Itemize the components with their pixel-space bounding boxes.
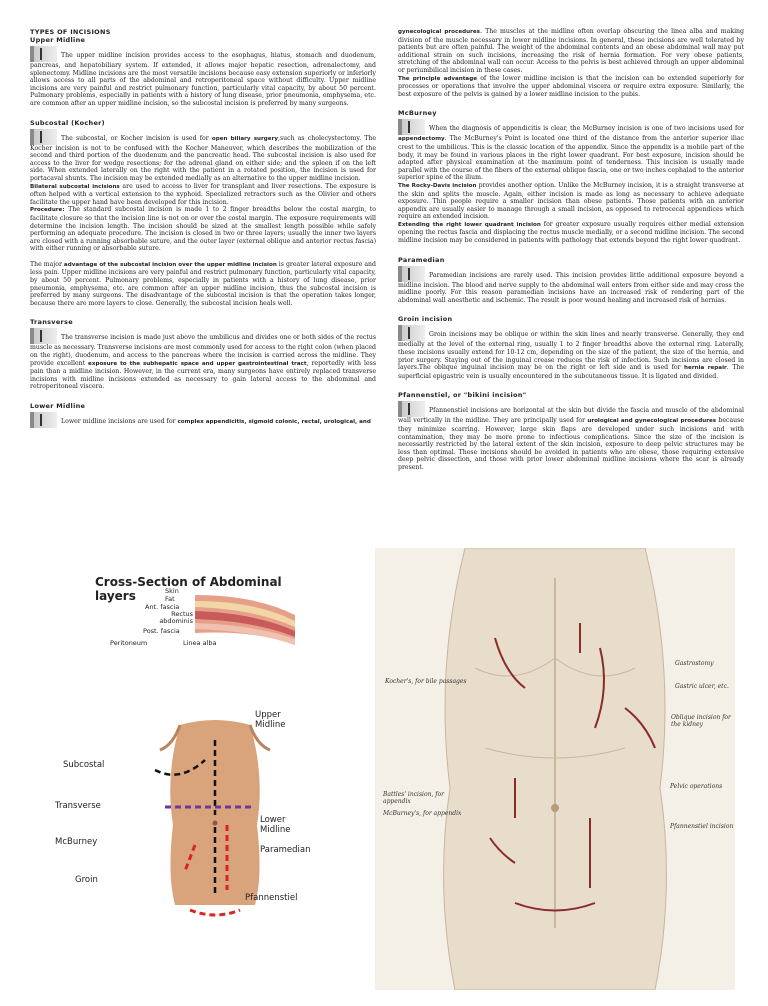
section-pfannenstiel: Pfannenstiel, or "bikini incision" Pfannenstiel incisions are horizontal at the skin but divide the fascia and muscle of the abdominal wall vertically in the midline. They are principally used for urological and gynecological procedures because they minimize scarring. However, large skin flaps are developed under such incisions and with contamination, they may be more prone to infectious complications. Since the size of the incision is necessarily restricted by the lateral extent of the skin incision, exposure to deep pelvic structures may be less than optimal. These incisions should be avoided in patients who are obese, those requiring extensive deep pelvic dissection, and those with prior lower abdominal midline incisions where the scar is already present. — [398, 391, 744, 471]
right-column — [398, 28, 744, 483]
layer-label: Rectus abdominis — [159, 610, 193, 625]
thumbnail-icon — [398, 401, 425, 417]
layer-label: Skin — [165, 587, 179, 595]
label-lower: Lower — [260, 815, 286, 825]
section-mcburney: McBurney When the diagnosis of appendicitis is clear, the McBurney incision is one of two incisions used for appendectomy. The McBurney's Point is located one third of the distance from the anterior superior iliac crest to the umbilicus. This is the classic location of the appendix. Since the appendix is a mobile part of the body, it may be found in various places in the right lower quadrant. For best exposure, incision should be adapted after physical examination at the maximum point of tenderness. This incision is usually made parallel with the course of the fibers of the external oblique fascia, one or two inches cephalad to the anterior superior spine of the ilium. The Rocky-Davis incision provides another option. Unlike the McBurney incision, it is a straight transverse at the skin and splits the muscle. Again, either incision is made as long as necessary to achieve adequate exposure. Thin people require a smaller incision than obese patients. Those patients with an anterior appendix are usually easier to manage through a small incision, as opposed to retrocecal appendices which require an extended incision. Extending the right lower quadrant incision for greater exposure usually requires either medial extension opening the rectus fascia and displacing the rectus muscle medially, or a second midline incision. The second midline incision may be considered in patients with pathology that extends beyond the right lower quadrant. — [398, 109, 744, 245]
torso-illustration — [375, 548, 735, 990]
label-battles: Battles' incision, for appendix — [383, 791, 444, 805]
cross-section-diagram — [55, 575, 320, 985]
section-heading: Groin incision — [398, 315, 453, 324]
left-column — [30, 28, 376, 439]
section-heading: Paramedian — [398, 255, 445, 264]
section-paramedian: Paramedian Paramedian incisions are rarely used. This incision provides little additional exposure beyond a midline incision. The blood and nerve supply to the abdominal wall enters from either side and may cross the midline poorly. For this reason paramedian incisions have an increased risk of rendering part of the abdominal wall anesthetic and ischemic. The result is poor wound healing and increased risk of hernias. — [398, 255, 744, 304]
label-oblique-kidney: Oblique incision for the kidney — [671, 714, 731, 728]
label-gastrostomy: Gastrostomy — [675, 660, 714, 667]
thumbnail-icon — [30, 328, 57, 344]
label-groin: Groin — [75, 875, 98, 885]
section-heading: Transverse — [30, 318, 73, 327]
layer-label: Ant. fascia — [145, 603, 180, 611]
section-heading: McBurney — [398, 109, 437, 118]
thumbnail-icon — [398, 119, 425, 135]
layer-label: Fat — [165, 595, 175, 603]
figure-anatomical-illustration — [375, 548, 735, 990]
label-pfannenstiel-incision: Pfannenstiel incision — [670, 823, 734, 830]
label-pfannenstiel: Pfannenstiel — [245, 893, 298, 903]
label-paramedian: Paramedian — [260, 845, 311, 855]
label-kochers: Kocher's, for bile passages — [385, 678, 467, 685]
figure-cross-section — [55, 575, 320, 985]
label-mcburney: McBurney — [55, 837, 98, 847]
section-lower-midline: Lower Midline Lower midline incisions are used for complex appendicitis, sigmoid colonic, rectal, urological, and — [30, 402, 376, 428]
figure-title: Cross-Section of Abdominal layers — [95, 575, 282, 603]
page-heading: TYPES OF INCISIONS — [30, 28, 111, 36]
thumbnail-icon — [398, 266, 425, 282]
label-midline: Midline — [255, 720, 286, 730]
layer-label: Peritoneum — [110, 639, 148, 647]
label-mcburneys: McBurney's, for appendix — [383, 810, 462, 817]
layer-label: Linea alba — [183, 639, 217, 647]
label-transverse: Transverse — [55, 801, 101, 811]
section-heading: Lower Midline — [30, 402, 86, 410]
section-upper-midline: TYPES OF INCISIONS Upper Midline The upper midline incision provides access to the esophagus, hiatus, stomach and duodenum, pancreas, and hepatobiliary system. If extended, it allows major hepatic resection, adrenalectomy, and splenectomy. Midline incisions are the most versatile incisions because easy extension superiorly or inferiorly allows access to all parts of the abdominal and retroperitoneal space without difficulty. Upper midline incisions are very painful and restrict pulmonary function, particularly vital capacity, by about 50 percent. Pulmonary problems, especially in patients with a history of lung disease, prior pneumonia, emphysema, etc. are common after an upper midline incision, so the subcostal incision is preferred by many surgeons. — [30, 28, 376, 107]
label-gastric-ulcer: Gastric ulcer, etc. — [675, 683, 729, 690]
thumbnail-icon — [30, 412, 57, 428]
layer-label: Post. fascia — [143, 627, 180, 635]
label-lower-midline: Midline — [260, 825, 291, 835]
label-upper: Upper — [255, 710, 281, 720]
label-pelvic: Pelvic operations — [670, 783, 723, 790]
section-heading: Upper Midline — [30, 36, 86, 44]
section-heading: Pfannenstiel, or "bikini incision" — [398, 391, 527, 400]
label-subcostal: Subcostal — [63, 760, 105, 770]
section-lower-midline-cont: gynecological procedures. The muscles at the midline often overlap obscuring the linea alba and making division of the muscle necessary in lower midline incisions. In general, these incisions are well tolerated by patients but are often painful. The weight of the abdominal contents and an obese abdominal wall may put additional strain on such incisions, increasing the risk of hernia formation. For very obese patients, stretching of the abdominal wall can occur. Access to the pelvis is best achieved through an upper abdominal or periumbilical incision in these cases. The principle advantage of the lower midline incision is that the incision can be extended superiorly for processes or operations that involve the upper abdominal viscera or require extra exposure. Similarly, the best exposure of the pelvis is gained by a lower midline incision to the pubis. — [398, 28, 744, 98]
thumbnail-icon — [30, 46, 57, 62]
section-subcostal: Subcostal (Kocher) The subcostal, or Kocher incision is used for open biliary surgery,such as cholecystectomy. The Kocher incision is not to be confused with the Kocher Maneuver, which describes the mobilization of the second and third portion of the duodenum and the pancreatic head. The subcostal incision is also used for access to the liver for wedge resections; for the adrenal gland on either side; and the spleen if on the left side. When extended laterally on the right with the patient in a rotated position, the incision is used for portacaval shunts. The incision may be extended medially as an alternative to the upper midline incision. Bilateral subcostal incisions are used to access to liver for transplant and liver resections. The exposure is often helped with a vertical extension to the xyphoid. Specialized retractors such as the Olivier and others facilitate the upper hand have been developed for this incision. Procedure: The standard subcostal incision is made 1 to 2 finger breadths below the costal margin, to facilitate closure so that the incision line is not on or over the costal margin. The exposure requirements will determine the incision length. The incision should be sized at the smallest length possible while safely performing an adequate procedure. The incision is closed in two or three layers; usually the inner two layers are closed with a running absorbable suture, and the outer layer (external oblique and anterior rectus fascia) with either running or absorbable suture. The major advantage of the subcostal incision over the upper midline incision is greater lateral exposure and less pain. Upper midline incisions are very painful and restrict pulmonary function, particularly vital capacity, by about 50 percent. Pulmonary problems, especially in patients with a history of lung disease, prior pneumonia, emphysema, etc. are common after an upper midline incision, thus the subcostal incision is preferred by many surgeons. The disadvantage of the subcostal incision is that the operation takes longer, because there are more layers to close. Generally, the subcostal incision heals well. — [30, 118, 377, 307]
thumbnail-icon — [398, 325, 425, 341]
thumbnail-icon — [30, 129, 57, 145]
section-groin: Groin incision Groin incisions may be oblique or within the skin lines and nearly transverse. Generally, they end medially at the level of the external ring, usually 1 to 2 finger breadths above the external ring. Laterally, these incisions usually extend for 10-12 cm, depending on the size of the patient, the size of the hernia, and prior surgery. Staying out of the inguinal crease reduces the risk of infection. Such incisions are closed in layers.The oblique inguinal incision may be on the right or left side and is used for hernia repair. The superficial epigastric vein is usually encountered in the subcutaneous tissue. It is ligated and divided. — [398, 315, 744, 380]
section-transverse: Transverse The transverse incision is made just above the umbilicus and divides one or both sides of the rectus muscle as necessary. Transverse incisions are most commonly used for access to the right colon (when placed on the right), duodenum, and access to the pancreas where the incision is carried across the midline. They provide excellent exposure to the subhepatic space and upper gastrointestinal tract, reportedly with less pain than a midline incision. However, in the current era, many surgeons have entirely replaced transverse incisions with midline incisions extended as necessary to gain lateral access to the abdominal and retroperitoneal viscera. — [30, 318, 376, 391]
section-heading: Subcostal (Kocher) — [30, 118, 105, 127]
